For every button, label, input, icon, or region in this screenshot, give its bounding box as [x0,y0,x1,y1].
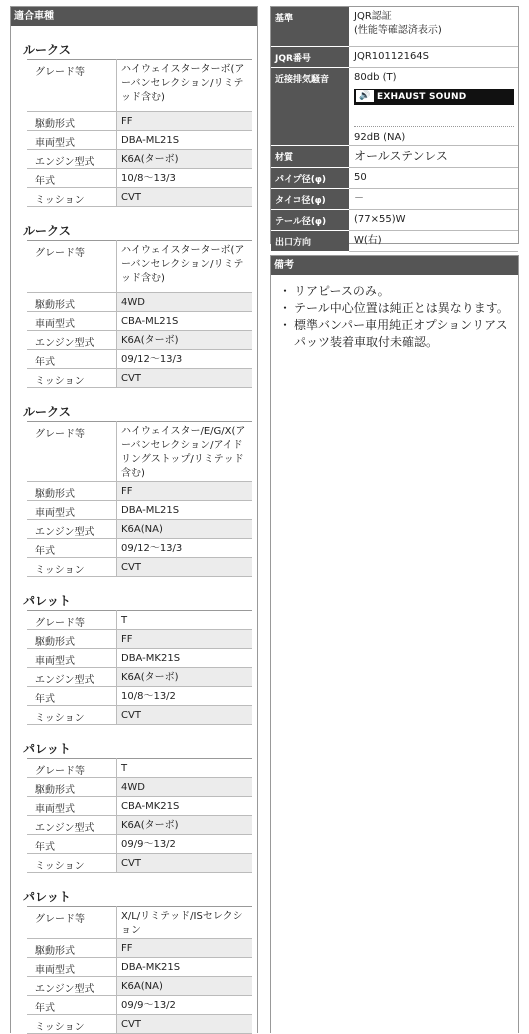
spec-row [27,996,252,1015]
spec-label: 近接排気騒音 [271,67,349,145]
spec-row-exit [271,230,518,251]
notes-panel [270,255,519,1033]
standard-value: JQR認証 [354,11,392,22]
spec-row-material [271,145,518,167]
car-model-title: パレット [23,594,71,608]
spec-row-standard [271,7,518,46]
notes-header: 備考 [271,256,518,275]
spec-row [27,939,252,958]
exit-value: W(右) [349,230,518,251]
tail-value: (77×55)W [349,209,518,230]
spec-row [27,539,252,558]
car-model-title: パレット [23,890,71,904]
spec-row [27,169,252,188]
spec-label: JQR番号 [271,46,349,67]
car-list [11,41,257,1034]
spec-value: CBA-MK21S [117,797,253,816]
car-spec-table [27,240,252,388]
spec-value: DBA-ML21S [117,501,253,520]
spec-row [27,369,252,388]
spec-key: グレード等 [27,611,117,630]
spec-row [27,520,252,539]
spec-row-jqr [271,46,518,67]
spec-key: 駆動形式 [27,112,117,131]
spec-row [27,60,252,112]
spec-key: グレード等 [27,759,117,778]
spec-key: ミッション [27,1015,117,1034]
spec-value: T [117,611,253,630]
spec-value: ハイウェイスターターボ(アーバンセレクション/リミテッド含む) [117,241,253,293]
compatible-vehicles-header: 適合車種 [11,7,257,26]
spec-key: ミッション [27,854,117,873]
spec-key: 年式 [27,169,117,188]
spec-key: 駆動形式 [27,778,117,797]
spec-value: K6A(ターボ) [117,331,253,350]
jqr-number: JQR10112164S [349,46,518,67]
spec-value: 10/8～13/2 [117,687,253,706]
spec-label: パイプ径(φ) [271,167,349,188]
spec-row [27,312,252,331]
note-item: ・ リアピースのみ。 [281,283,512,300]
spec-key: エンジン型式 [27,977,117,996]
spec-row-tail [271,209,518,230]
spec-label: タイコ径(φ) [271,188,349,209]
spec-row [27,241,252,293]
spec-value: K6A(ターボ) [117,668,253,687]
spec-key: 車両型式 [27,649,117,668]
note-item: ・ テール中心位置は純正とは異なります。 [281,300,512,317]
spec-key: 年式 [27,350,117,369]
spec-row [27,687,252,706]
spec-value: DBA-MK21S [117,649,253,668]
spec-key: 年式 [27,835,117,854]
spec-value: 4WD [117,293,253,312]
spec-row [27,188,252,207]
spec-key: エンジン型式 [27,331,117,350]
spec-value: K6A(NA) [117,520,253,539]
spec-row-noise [271,67,518,145]
car-spec-table [27,758,252,873]
spec-value: 09/9～13/2 [117,996,253,1015]
spec-value: 4WD [117,778,253,797]
spec-key: 車両型式 [27,958,117,977]
spec-key: ミッション [27,188,117,207]
spec-value: CBA-ML21S [117,312,253,331]
spec-value: CVT [117,854,253,873]
pipe-value: 50 [349,167,518,188]
spec-value: ハイウェイスター/E/G/X(アーバンセレクション/アイドリングストップ/リミテッド含む) [117,422,253,482]
car-spec-table [27,421,252,577]
spec-key: 駆動形式 [27,939,117,958]
notes-list [271,283,518,351]
spec-table [271,7,518,252]
spec-row-pipe [271,167,518,188]
spec-value: CVT [117,558,253,577]
spec-key: 車両型式 [27,312,117,331]
spec-label: 基準 [271,7,349,46]
spec-value: DBA-ML21S [117,131,253,150]
spec-row-taiko [271,188,518,209]
spec-value: K6A(ターボ) [117,816,253,835]
note-item: ・ 標準バンパー車用純正オプションリアスパッツ装着車取付未確認。 [281,317,512,351]
spec-key: 年式 [27,539,117,558]
spec-row [27,977,252,996]
taiko-value: － [349,188,518,209]
spec-row [27,816,252,835]
standard-sub: (性能等確認済表示) [354,25,442,36]
spec-row [27,907,252,939]
spec-key: 車両型式 [27,797,117,816]
spec-value: 09/12～13/3 [117,350,253,369]
spec-row [27,630,252,649]
spec-value: T [117,759,253,778]
spec-value: FF [117,939,253,958]
spec-row [27,482,252,501]
sample-button-label: EXHAUST SOUND SAMPLE [356,91,467,118]
material-value: オールステンレス [349,145,518,167]
spec-panel [270,6,519,248]
car-model-title: ルークス [23,224,71,238]
spec-key: グレード等 [27,907,117,939]
spec-row [27,759,252,778]
spec-row [27,835,252,854]
spec-row [27,293,252,312]
spec-value: DBA-MK21S [117,958,253,977]
spec-value: ハイウェイスターターボ(アーバンセレクション/リミテッド含む) [117,60,253,112]
spec-row [27,422,252,482]
spec-row [27,112,252,131]
spec-key: 駆動形式 [27,630,117,649]
spec-row [27,797,252,816]
spec-row [27,668,252,687]
spec-key: 車両型式 [27,501,117,520]
spec-key: 駆動形式 [27,293,117,312]
spec-row [27,706,252,725]
compatible-vehicles-panel [10,6,258,1033]
noise-value-turbo: 80db (T) [354,71,397,83]
spec-key: グレード等 [27,241,117,293]
spec-row [27,501,252,520]
speaker-icon: 🔊 [356,90,374,102]
spec-value: FF [117,630,253,649]
spec-value: CVT [117,706,253,725]
spec-row [27,649,252,668]
spec-value: CVT [117,369,253,388]
spec-key: 年式 [27,687,117,706]
spec-value: K6A(NA) [117,977,253,996]
spec-key: 年式 [27,996,117,1015]
spec-key: ミッション [27,558,117,577]
spec-value: 10/8～13/3 [117,169,253,188]
spec-key: グレード等 [27,60,117,112]
spec-row [27,131,252,150]
spec-value: FF [117,112,253,131]
spec-label: テール径(φ) [271,209,349,230]
car-model-title: ルークス [23,43,71,57]
spec-row [27,350,252,369]
spec-key: ミッション [27,369,117,388]
spec-value: 09/12～13/3 [117,539,253,558]
car-spec-table [27,59,252,207]
spec-value: FF [117,482,253,501]
car-model-title: パレット [23,742,71,756]
exhaust-sound-sample-button[interactable] [354,89,514,118]
car-spec-table [27,906,252,1034]
spec-key: 車両型式 [27,131,117,150]
spec-key: グレード等 [27,422,117,482]
spec-value: 09/9～13/2 [117,835,253,854]
spec-value: K6A(ターボ) [117,150,253,169]
spec-row [27,331,252,350]
spec-key: エンジン型式 [27,520,117,539]
spec-key: エンジン型式 [27,150,117,169]
spec-key: エンジン型式 [27,668,117,687]
spec-row [27,611,252,630]
spec-value: CVT [117,1015,253,1034]
spec-row [27,854,252,873]
car-spec-table [27,610,252,725]
spec-row [27,778,252,797]
spec-key: ミッション [27,706,117,725]
spec-row [27,958,252,977]
spec-label: 出口方向 [271,230,349,251]
spec-row [27,1015,252,1034]
spec-row [27,558,252,577]
car-model-title: ルークス [23,405,71,419]
spec-row [27,150,252,169]
spec-key: エンジン型式 [27,816,117,835]
spec-value: CVT [117,188,253,207]
spec-value: X/L/リミテッド/ISセレクション [117,907,253,939]
noise-value-na: 92dB (NA) [354,126,514,145]
spec-key: 駆動形式 [27,482,117,501]
spec-label: 材質 [271,145,349,167]
